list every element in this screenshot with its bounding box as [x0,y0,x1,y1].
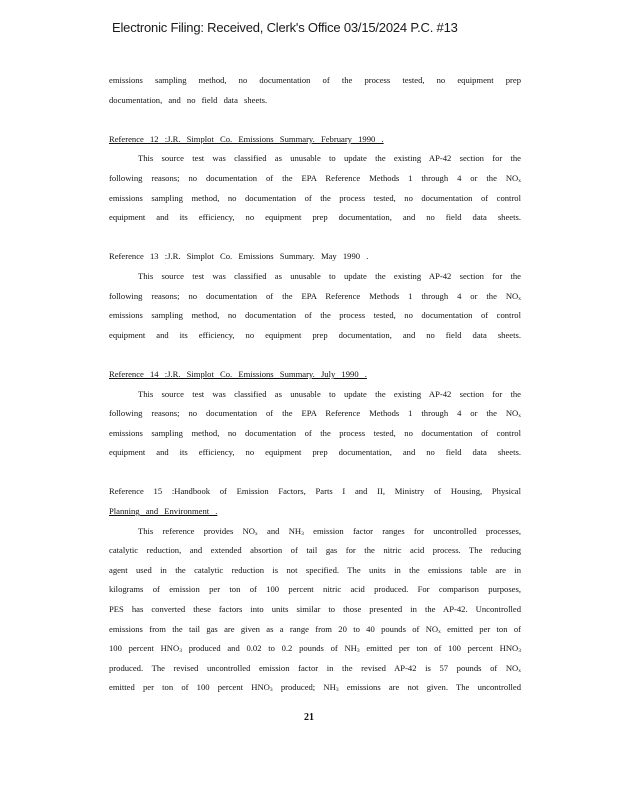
text-run: and NH [267,525,302,536]
text-run: emissions from the tail gas are given as a range from 20 to 40 pounds of NO [109,623,439,634]
intro-line-2: documentation, and no field data sheets. [109,94,268,105]
reference-15-title-line-1: Reference 15 :Handbook of Emission Factors, Parts I and II, Ministry of Housing, Physical [109,486,521,497]
reference-15-title-line-2-text: Planning and Environment . [109,506,218,517]
reference-14-line-2 [109,406,521,426]
text-run: emitted per ton of [447,623,521,634]
text-run: produced. The revised uncontrolled emission factor in the revised AP-42 is 57 pounds of NO [109,662,519,673]
document-body [109,73,521,700]
subscript: 3 [269,687,273,694]
reference-12-line-2 [109,171,521,191]
reference-12-title [109,132,521,152]
reference-12-line-3: emissions sampling method, no documentation of the process tested, no documentation of control [109,192,521,203]
subscript: 3 [335,687,339,694]
subscript: 3 [179,648,182,655]
text-run: produced and 0.02 to 0.2 pounds of NH [188,643,357,654]
page-number: 21 [304,712,314,723]
reference-15-line-8 [109,661,521,681]
reference-13-title: Reference 13 :J.R. Simplot Co. Emissions Summary. May 1990 . [109,251,369,262]
filing-stamp: Electronic Filing: Received, Clerk's Office 03/15/2024 P.C. #13 [112,20,458,35]
reference-13-line-2 [109,289,521,309]
reference-15-line-3: agent used in the catalytic reduction is not specified. The units in the emissions table are in [109,564,521,575]
intro-line-1: emissions sampling method, no documentation of the process tested, no equipment prep [109,75,521,85]
reference-13-line-3: emissions sampling method, no documentation of the process tested, no documentation of control [109,310,521,321]
reference-14-line-4: equipment and its efficiency, no equipment prep documentation, and no field data sheets. [109,447,521,458]
text-run: emission factor ranges for uncontrolled processes, [313,525,521,536]
subscript: 3 [518,648,521,655]
subscript: 3 [301,530,304,537]
reference-13-line-4: equipment and its efficiency, no equipment prep documentation, and no field data sheets. [109,329,521,340]
reference-12-title-text: Reference 12 :J.R. Simplot Co. Emissions Summary. February 1990 . [109,133,384,144]
text-run: emissions are not given. The uncontrolled [346,682,521,693]
subscript: x [518,413,521,420]
reference-15-line-6 [109,622,521,642]
text-run: This reference provides NO [138,525,256,536]
text-run: produced; NH [280,682,336,693]
text-run: emitted per ton of 100 percent HNO [109,682,270,693]
reference-15-line-9 [109,680,521,700]
reference-15-line-1 [109,524,521,544]
reference-14-title-text: Reference 14 :J.R. Simplot Co. Emissions Summary. July 1990 . [109,368,367,379]
subscript: 3 [356,648,360,655]
reference-14-line-3: emissions sampling method, no documentation of the process tested, no documentation of control [109,427,521,438]
reference-15-line-5: PES has converted these factors into units similar to those presented in the AP-42. Uncontrolled [109,604,521,615]
reference-15-line-7 [109,641,521,661]
subscript: x [518,177,521,184]
reference-13-line-1: This source test was classified as unusable to update the existing AP-42 section for the [138,270,521,281]
reference-14-line-1: This source test was classified as unusable to update the existing AP-42 section for the [138,388,521,399]
text-run: 100 percent HNO [109,643,180,654]
reference-15-line-4: kilograms of emission per ton of 100 percent nitric acid produced. For comparison purposes, [109,584,521,595]
reference-15-line-2: catalytic reduction, and extended absortion of tail gas for the nitric acid process. The reducing [109,545,521,556]
subscript: x [438,628,441,635]
reference-14-line-2-text: following reasons; no documentation of the EPA Reference Methods 1 through 4 or the NO [109,408,519,419]
subscript: x [518,667,521,674]
reference-12-line-2-text: following reasons; no documentation of the EPA Reference Methods 1 through 4 or the NO [109,172,519,183]
reference-12-line-4: equipment and its efficiency, no equipment prep documentation, and no field data sheets. [109,212,521,223]
text-run: emitted per ton of 100 percent HNO [366,643,519,654]
reference-14-title [109,367,521,387]
subscript: x [255,530,258,537]
subscript: x [518,295,521,302]
reference-12-line-1: This source test was classified as unusable to update the existing AP-42 section for the [138,153,521,164]
reference-13-line-2-text: following reasons; no documentation of the EPA Reference Methods 1 through 4 or the NO [109,290,519,301]
reference-15-title-line-2 [109,504,521,524]
